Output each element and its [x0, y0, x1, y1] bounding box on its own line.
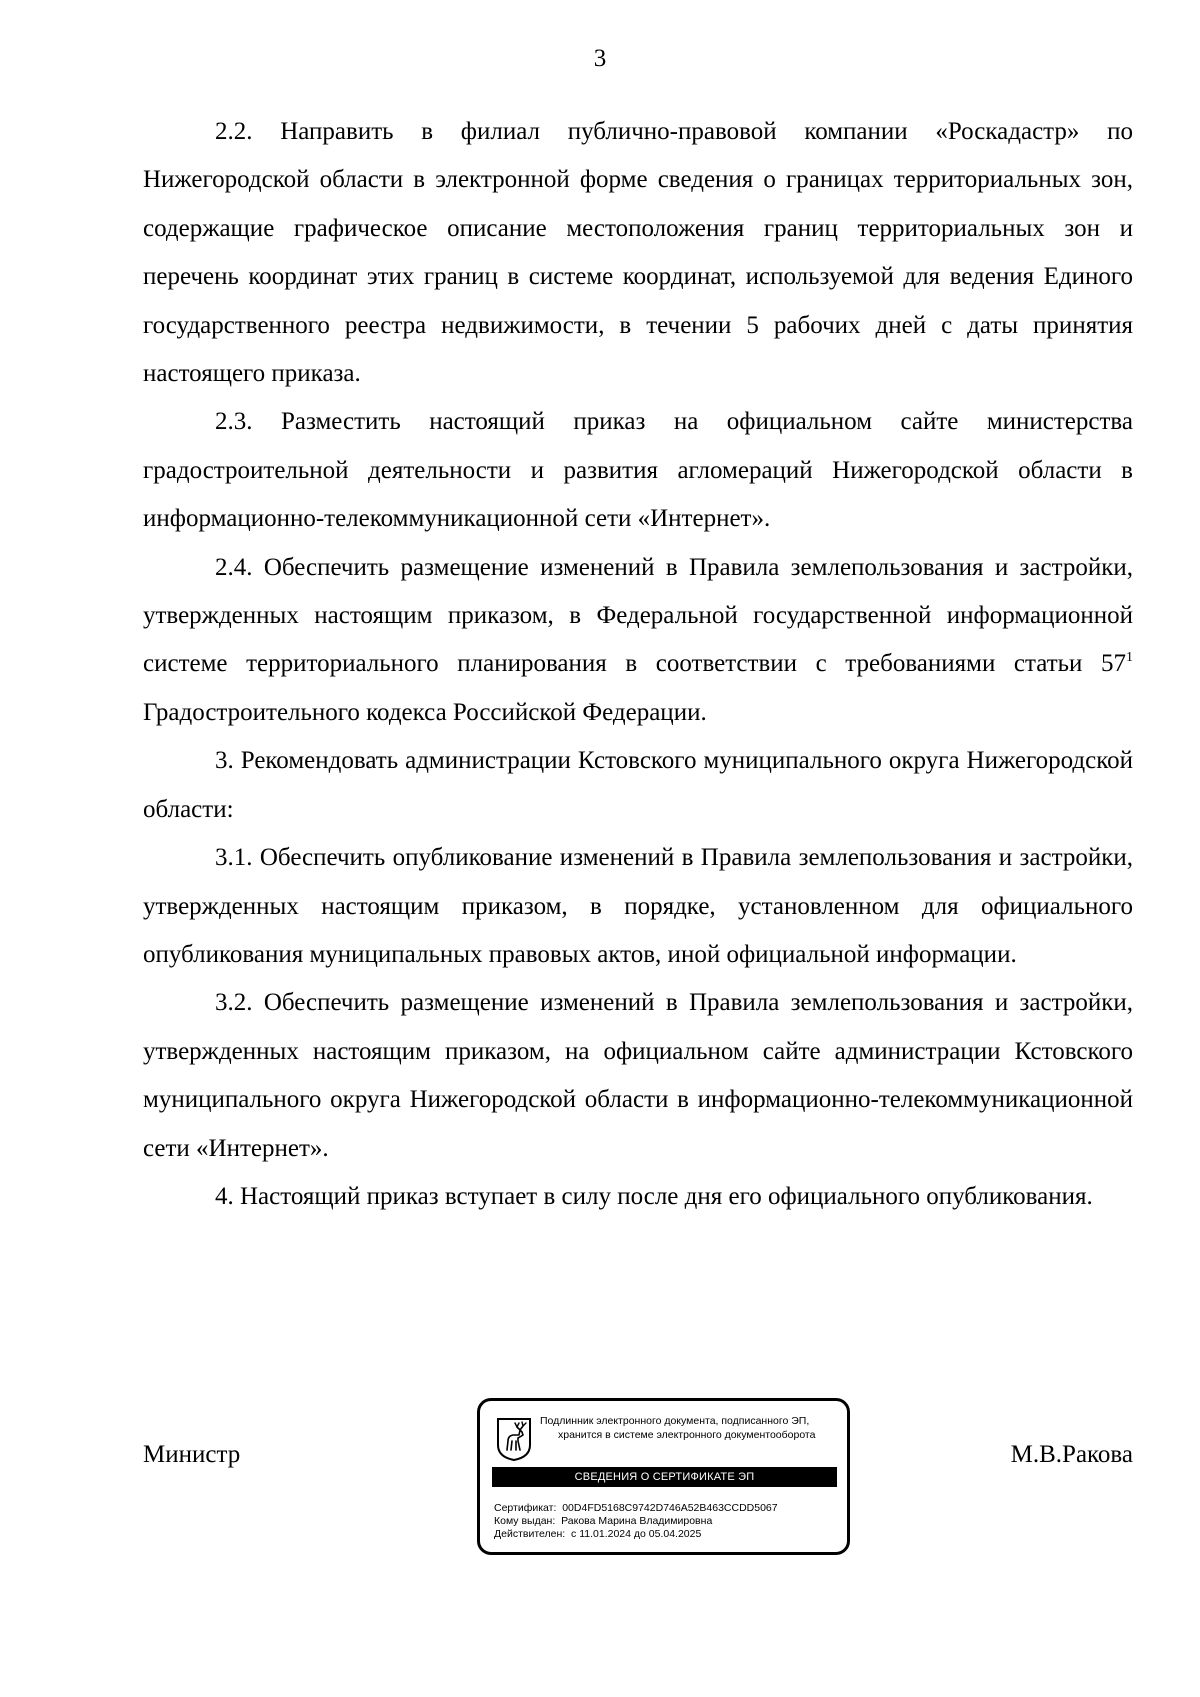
certificate-value: 00D4FD5168C9742D746A52B463CCDD5067	[562, 1502, 778, 1514]
stamp-header-line-1: Подлинник электронного документа, подписанного ЭП,	[540, 1415, 810, 1427]
electronic-signature-stamp	[477, 1398, 850, 1555]
stamp-header-line-2: хранится в системе электронного документооборота	[558, 1429, 816, 1441]
paragraph-3-2: 3.2. Обеспечить размещение изменений в Правила землепользования и застройки, утвержденных настоящим приказом, на официальном сайте администрации Кстовского муниципального округа Нижегородской области в информационно-телекоммуникационной сети «Интернет».	[143, 989, 1133, 1162]
stamp-header	[540, 1414, 840, 1442]
signer-name: М.В.Ракова	[1010, 1441, 1133, 1468]
certificate-label: Сертификат:	[494, 1502, 560, 1514]
certificate-row	[494, 1502, 839, 1515]
stamp-certificate-bar: СВЕДЕНИЯ О СЕРТИФИКАТЕ ЭП	[492, 1467, 837, 1487]
paragraph-2-4-text-end: Градостроительного кодекса Российской Федерации.	[143, 698, 707, 726]
issued-to-row	[494, 1515, 839, 1528]
paragraph-4: 4. Настоящий приказ вступает в силу после дня его официального опубликования.	[215, 1182, 1093, 1210]
paragraph-2-2: 2.2. Направить в филиал публично-правовой компании «Роскадастр» по Нижегородской области в электронной форме сведения о границах территориальных зон, содержащие графическое описание местоположения границ территориальных зон и перечень координат этих границ в системе координат, используемой для ведения Единого государственного реестра недвижимости, в течении 5 рабочих дней с даты принятия настоящего приказа.	[143, 118, 1133, 388]
page-number: 3	[593, 45, 607, 72]
issued-to-label: Кому выдан:	[494, 1515, 559, 1527]
deer-coat-of-arms-icon	[496, 1417, 532, 1461]
paragraph-2-4	[143, 544, 1133, 738]
paragraph-3: 3. Рекомендовать администрации Кстовского муниципального округа Нижегородской области:	[143, 747, 1133, 823]
issued-to-value: Ракова Марина Владимировна	[561, 1515, 713, 1527]
paragraph-2-4-text: 2.4. Обеспечить размещение изменений в Правила землепользования и застройки, утвержденных настоящим приказом, в Федеральной государственной информационной системе территориального планирования в соответствии с требованиями статьи 57	[143, 553, 1133, 678]
superscript: 1	[1126, 650, 1133, 666]
stamp-details	[494, 1502, 839, 1541]
paragraph-3-1: 3.1. Обеспечить опубликование изменений в Правила землепользования и застройки, утвержденных настоящим приказом, в порядке, установленном для официального опубликования муниципальных правовых актов, иной официальной информации.	[143, 844, 1133, 968]
valid-row	[494, 1528, 839, 1541]
signature-block	[143, 1398, 1133, 1568]
signer-title: Министр	[143, 1441, 241, 1468]
valid-label: Действителен:	[494, 1528, 569, 1540]
valid-value: с 11.01.2024 до 05.04.2025	[571, 1528, 702, 1540]
paragraph-2-3: 2.3. Разместить настоящий приказ на официальном сайте министерства градостроительной деятельности и развития агломераций Нижегородской области в информационно-телекоммуникационной сети «Интернет».	[143, 408, 1133, 533]
document-body	[143, 108, 1133, 1221]
